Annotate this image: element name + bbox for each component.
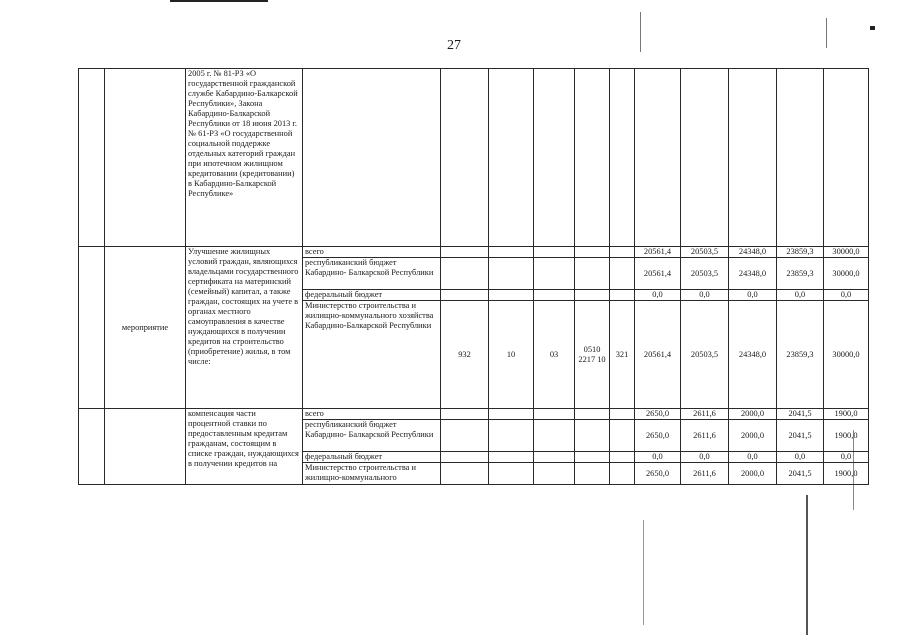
budget-table bbox=[78, 68, 869, 485]
cell-value: 30000,0 bbox=[824, 247, 869, 258]
cell-value: 20503,5 bbox=[681, 301, 729, 409]
cell-value: 2000,0 bbox=[729, 409, 777, 420]
scan-mark bbox=[870, 26, 875, 30]
scan-mark bbox=[640, 12, 641, 52]
cell-value: 1900,0 bbox=[824, 409, 869, 420]
cell-value: 2041,5 bbox=[777, 463, 824, 485]
page-number: 27 bbox=[447, 38, 461, 53]
cell-value: 20561,4 bbox=[635, 247, 681, 258]
table-row bbox=[79, 409, 869, 420]
cell-value: 0,0 bbox=[824, 290, 869, 301]
cell-value: 2650,0 bbox=[635, 420, 681, 452]
cell-value: 23859,3 bbox=[777, 258, 824, 290]
cell-value: 0,0 bbox=[635, 452, 681, 463]
cell-value: 2650,0 bbox=[635, 409, 681, 420]
cell-value: 20561,4 bbox=[635, 301, 681, 409]
cell-value: 30000,0 bbox=[824, 301, 869, 409]
cell-value: 23859,3 bbox=[777, 301, 824, 409]
cell-value: 2611,6 bbox=[681, 420, 729, 452]
cell-value: 20561,4 bbox=[635, 258, 681, 290]
cell-value: 2041,5 bbox=[777, 420, 824, 452]
table-row bbox=[79, 247, 869, 258]
cell-vr: 321 bbox=[610, 301, 635, 409]
cell-value: 0,0 bbox=[777, 452, 824, 463]
cell-value: 2000,0 bbox=[729, 463, 777, 485]
table-row bbox=[79, 69, 869, 247]
cell-value: 2611,6 bbox=[681, 409, 729, 420]
cell-csr: 0510 2217 10 bbox=[575, 301, 610, 409]
cell-value: 2000,0 bbox=[729, 420, 777, 452]
cell-source: Министерство строительства и жилищно-коммунального bbox=[303, 463, 441, 485]
cell-value: 0,0 bbox=[777, 290, 824, 301]
cell-rz: 10 bbox=[489, 301, 534, 409]
cell-source: республиканский бюджет Кабардино- Балкарской Республики bbox=[303, 420, 441, 452]
cell-description: компенсация части процентной ставки по предоставленным кредитам гражданам, состоящим в списке граждан, нуждающихся в получении кредитов на bbox=[186, 409, 303, 485]
cell-value: 30000,0 bbox=[824, 258, 869, 290]
cell-description: Улучшение жилищных условий граждан, являющихся владельцами государственного сертификата на материнский (семейный) капитал, а также граждан, состоящих на учете в органах местного самоуправления в качестве нуждающихся в получении кредитов на строительство (приобретение) жилья, в том числе: bbox=[186, 247, 303, 409]
cell-source: республиканский бюджет Кабардино- Балкарской Республики bbox=[303, 258, 441, 290]
cell-value: 20503,5 bbox=[681, 247, 729, 258]
cell-source: всего bbox=[303, 409, 441, 420]
cell-source: всего bbox=[303, 247, 441, 258]
cell-pr: 03 bbox=[534, 301, 575, 409]
cell-value: 0,0 bbox=[681, 452, 729, 463]
cell-value: 1900,0 bbox=[824, 463, 869, 485]
cell-description: 2005 г. № 81-РЗ «О государственной гражданской службе Кабардино-Балкарской Республики», Закона Кабардино-Балкарской Республики от 18 июня 2013 г. № 61-РЗ «О государственной социальной поддержке отдельных категорий граждан при ипотечном жилищном кредитовании (кредитовании) в Кабардино-Балкарской Республике» bbox=[186, 69, 303, 247]
cell-value: 0,0 bbox=[729, 290, 777, 301]
cell-source: федеральный бюджет bbox=[303, 452, 441, 463]
cell-value: 0,0 bbox=[681, 290, 729, 301]
cell-value: 24348,0 bbox=[729, 258, 777, 290]
cell-value: 0,0 bbox=[635, 290, 681, 301]
scan-mark bbox=[806, 495, 808, 635]
cell-value: 23859,3 bbox=[777, 247, 824, 258]
scan-mark bbox=[826, 18, 827, 48]
cell-value: 2611,6 bbox=[681, 463, 729, 485]
cell-type: мероприятие bbox=[105, 247, 186, 409]
cell-value: 0,0 bbox=[824, 452, 869, 463]
scan-mark bbox=[643, 520, 644, 625]
cell-source: Министерство строительства и жилищно-коммунального хозяйства Кабардино-Балкарской Республики bbox=[303, 301, 441, 409]
cell-source: федеральный бюджет bbox=[303, 290, 441, 301]
cell-value: 2650,0 bbox=[635, 463, 681, 485]
cell-value: 1900,0 bbox=[824, 420, 869, 452]
cell-grbs: 932 bbox=[441, 301, 489, 409]
cell-value: 2041,5 bbox=[777, 409, 824, 420]
scan-mark bbox=[170, 0, 268, 2]
cell-value: 0,0 bbox=[729, 452, 777, 463]
cell-value: 24348,0 bbox=[729, 247, 777, 258]
cell-value: 20503,5 bbox=[681, 258, 729, 290]
cell-value: 24348,0 bbox=[729, 301, 777, 409]
